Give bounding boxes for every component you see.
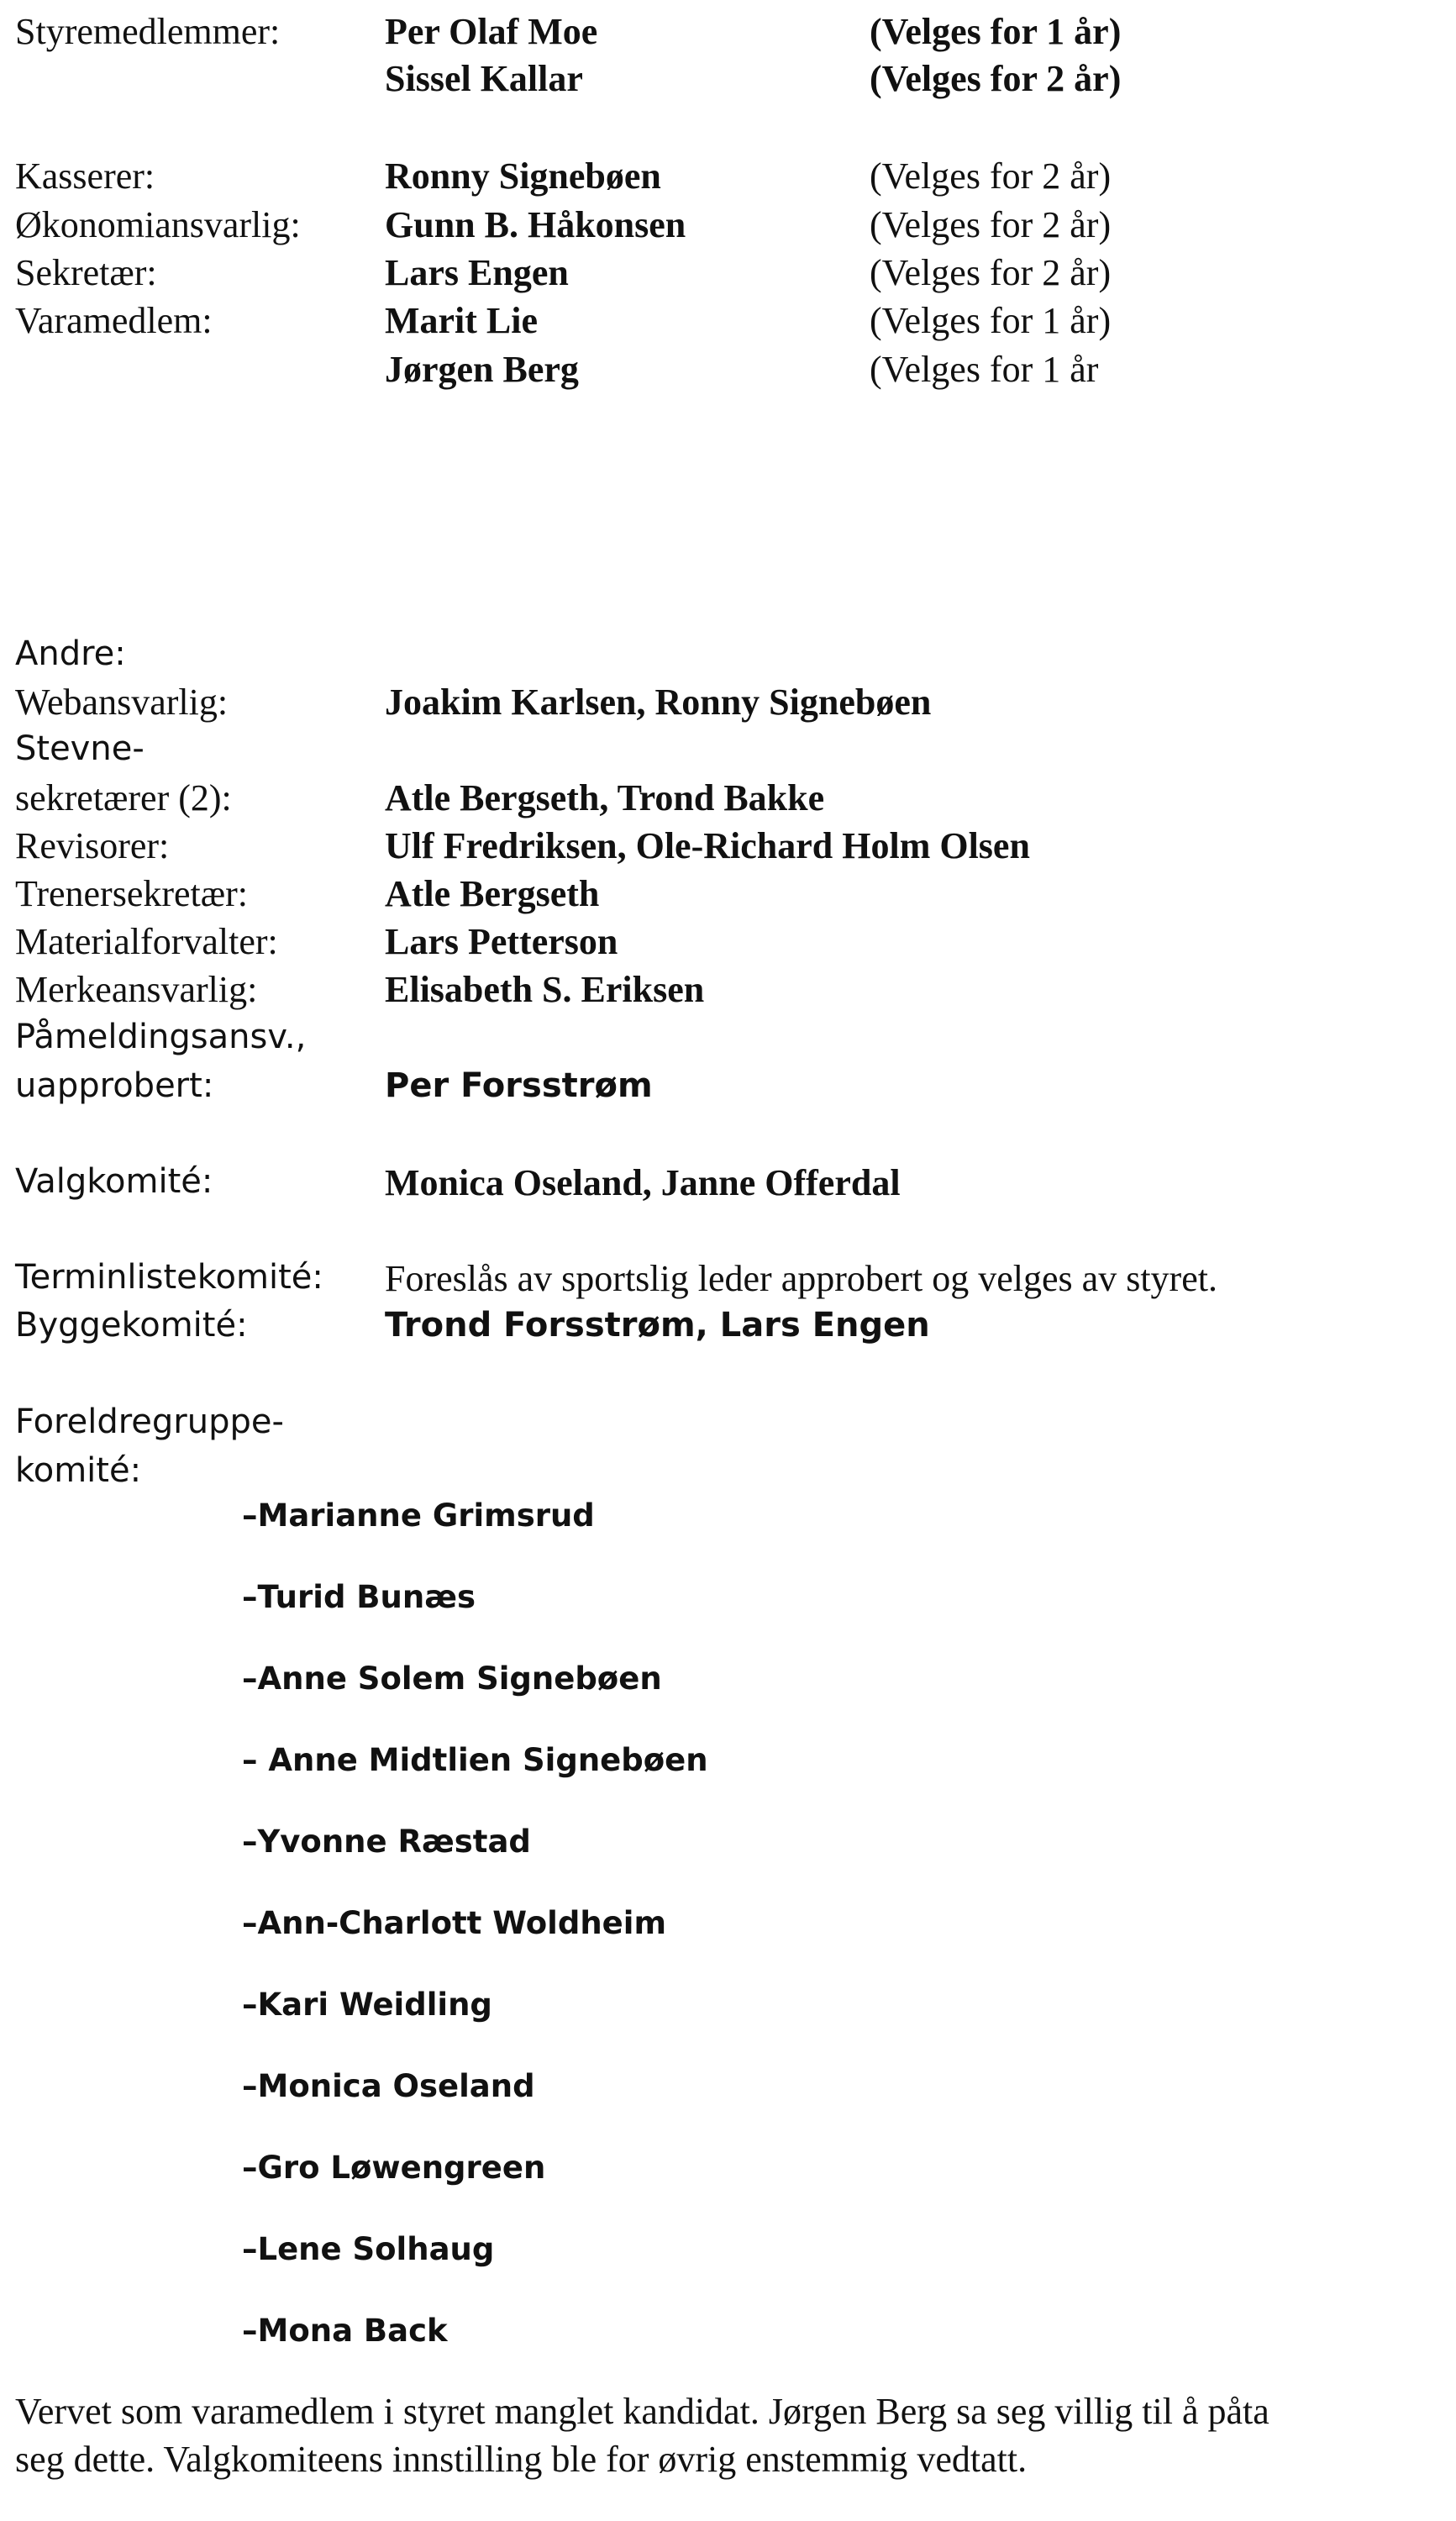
officer-name: Marit Lie [385,300,539,341]
parent-member: –Kari Weidling [242,1987,492,2023]
board-label: Styremedlemmer: [15,11,281,52]
valg-label: Valgkomité: [15,1162,213,1201]
board-member-term: (Velges for 1 år) [870,11,1122,52]
stevne-label-line2: sekretærer (2): [15,777,232,818]
bygge-label: Byggekomité: [15,1306,248,1345]
parent-member: –Yvonne Ræstad [242,1824,531,1860]
parents-label-line1: Foreldregruppe- [15,1403,284,1441]
officer-term: (Velges for 2 år) [870,204,1112,245]
paamelding-label-line2: uapprobert: [15,1066,214,1105]
paamelding-value: Per Forsstrøm [385,1066,653,1105]
officer-term: (Velges for 2 år) [870,252,1112,293]
valg-value: Monica Oseland, Janne Offerdal [385,1162,901,1203]
officer-name: Jørgen Berg [385,349,579,390]
web-value: Joakim Karlsen, Ronny Signebøen [385,682,932,723]
parent-member: – Anne Midtlien Signebøen [242,1742,708,1778]
trener-value: Atle Bergseth [385,873,600,914]
officer-label: Økonomiansvarlig: [15,204,301,245]
parents-label-line2: komité: [15,1451,142,1490]
officer-term: (Velges for 2 år) [870,155,1112,197]
parent-member: –Marianne Grimsrud [242,1497,595,1534]
parent-member: –Anne Solem Signebøen [242,1660,662,1697]
parent-member: –Monica Oseland [242,2068,535,2104]
officer-term: (Velges for 1 år) [870,300,1112,341]
others-heading: Andre: [15,634,126,673]
trener-label: Trenersekretær: [15,873,248,914]
stevne-label-line1: Stevne- [15,729,145,768]
parent-member: –Lene Solhaug [242,2231,495,2267]
board-member-name: Per Olaf Moe [385,11,598,52]
revisorer-value: Ulf Fredriksen, Ole-Richard Holm Olsen [385,825,1030,866]
merke-label: Merkeansvarlig: [15,969,258,1010]
paamelding-label-line1: Påmeldingsansv., [15,1018,307,1056]
material-label: Materialforvalter: [15,921,278,962]
officer-label: Kasserer: [15,155,155,197]
bygge-value: Trond Forsstrøm, Lars Engen [385,1306,930,1345]
revisorer-label: Revisorer: [15,825,170,866]
parent-member: –Turid Bunæs [242,1579,476,1615]
footer-paragraph-line1: Vervet som varamedlem i styret manglet kandidat. Jørgen Berg sa seg villig til å påta [15,2391,1269,2432]
termin-value: Foreslås av sportslig leder approbert og velges av styret. [385,1258,1217,1299]
parent-member: –Ann-Charlott Woldheim [242,1905,666,1941]
material-value: Lars Petterson [385,921,618,962]
termin-label: Terminlistekomité: [15,1258,323,1297]
parent-member: –Mona Back [242,2313,448,2349]
officer-label: Varamedlem: [15,300,213,341]
officer-name: Lars Engen [385,252,569,293]
footer-paragraph-line2: seg dette. Valgkomiteens innstilling ble for øvrig enstemmig vedtatt. [15,2439,1028,2480]
officer-term: (Velges for 1 år [870,349,1099,390]
officer-label: Sekretær: [15,252,157,293]
board-member-term: (Velges for 2 år) [870,58,1122,99]
board-member-name: Sissel Kallar [385,58,583,99]
merke-value: Elisabeth S. Eriksen [385,969,705,1010]
parent-member: –Gro Løwengreen [242,2150,546,2186]
stevne-value: Atle Bergseth, Trond Bakke [385,777,825,818]
officer-name: Gunn B. Håkonsen [385,204,686,245]
web-label: Webansvarlig: [15,682,229,723]
officer-name: Ronny Signebøen [385,155,661,197]
